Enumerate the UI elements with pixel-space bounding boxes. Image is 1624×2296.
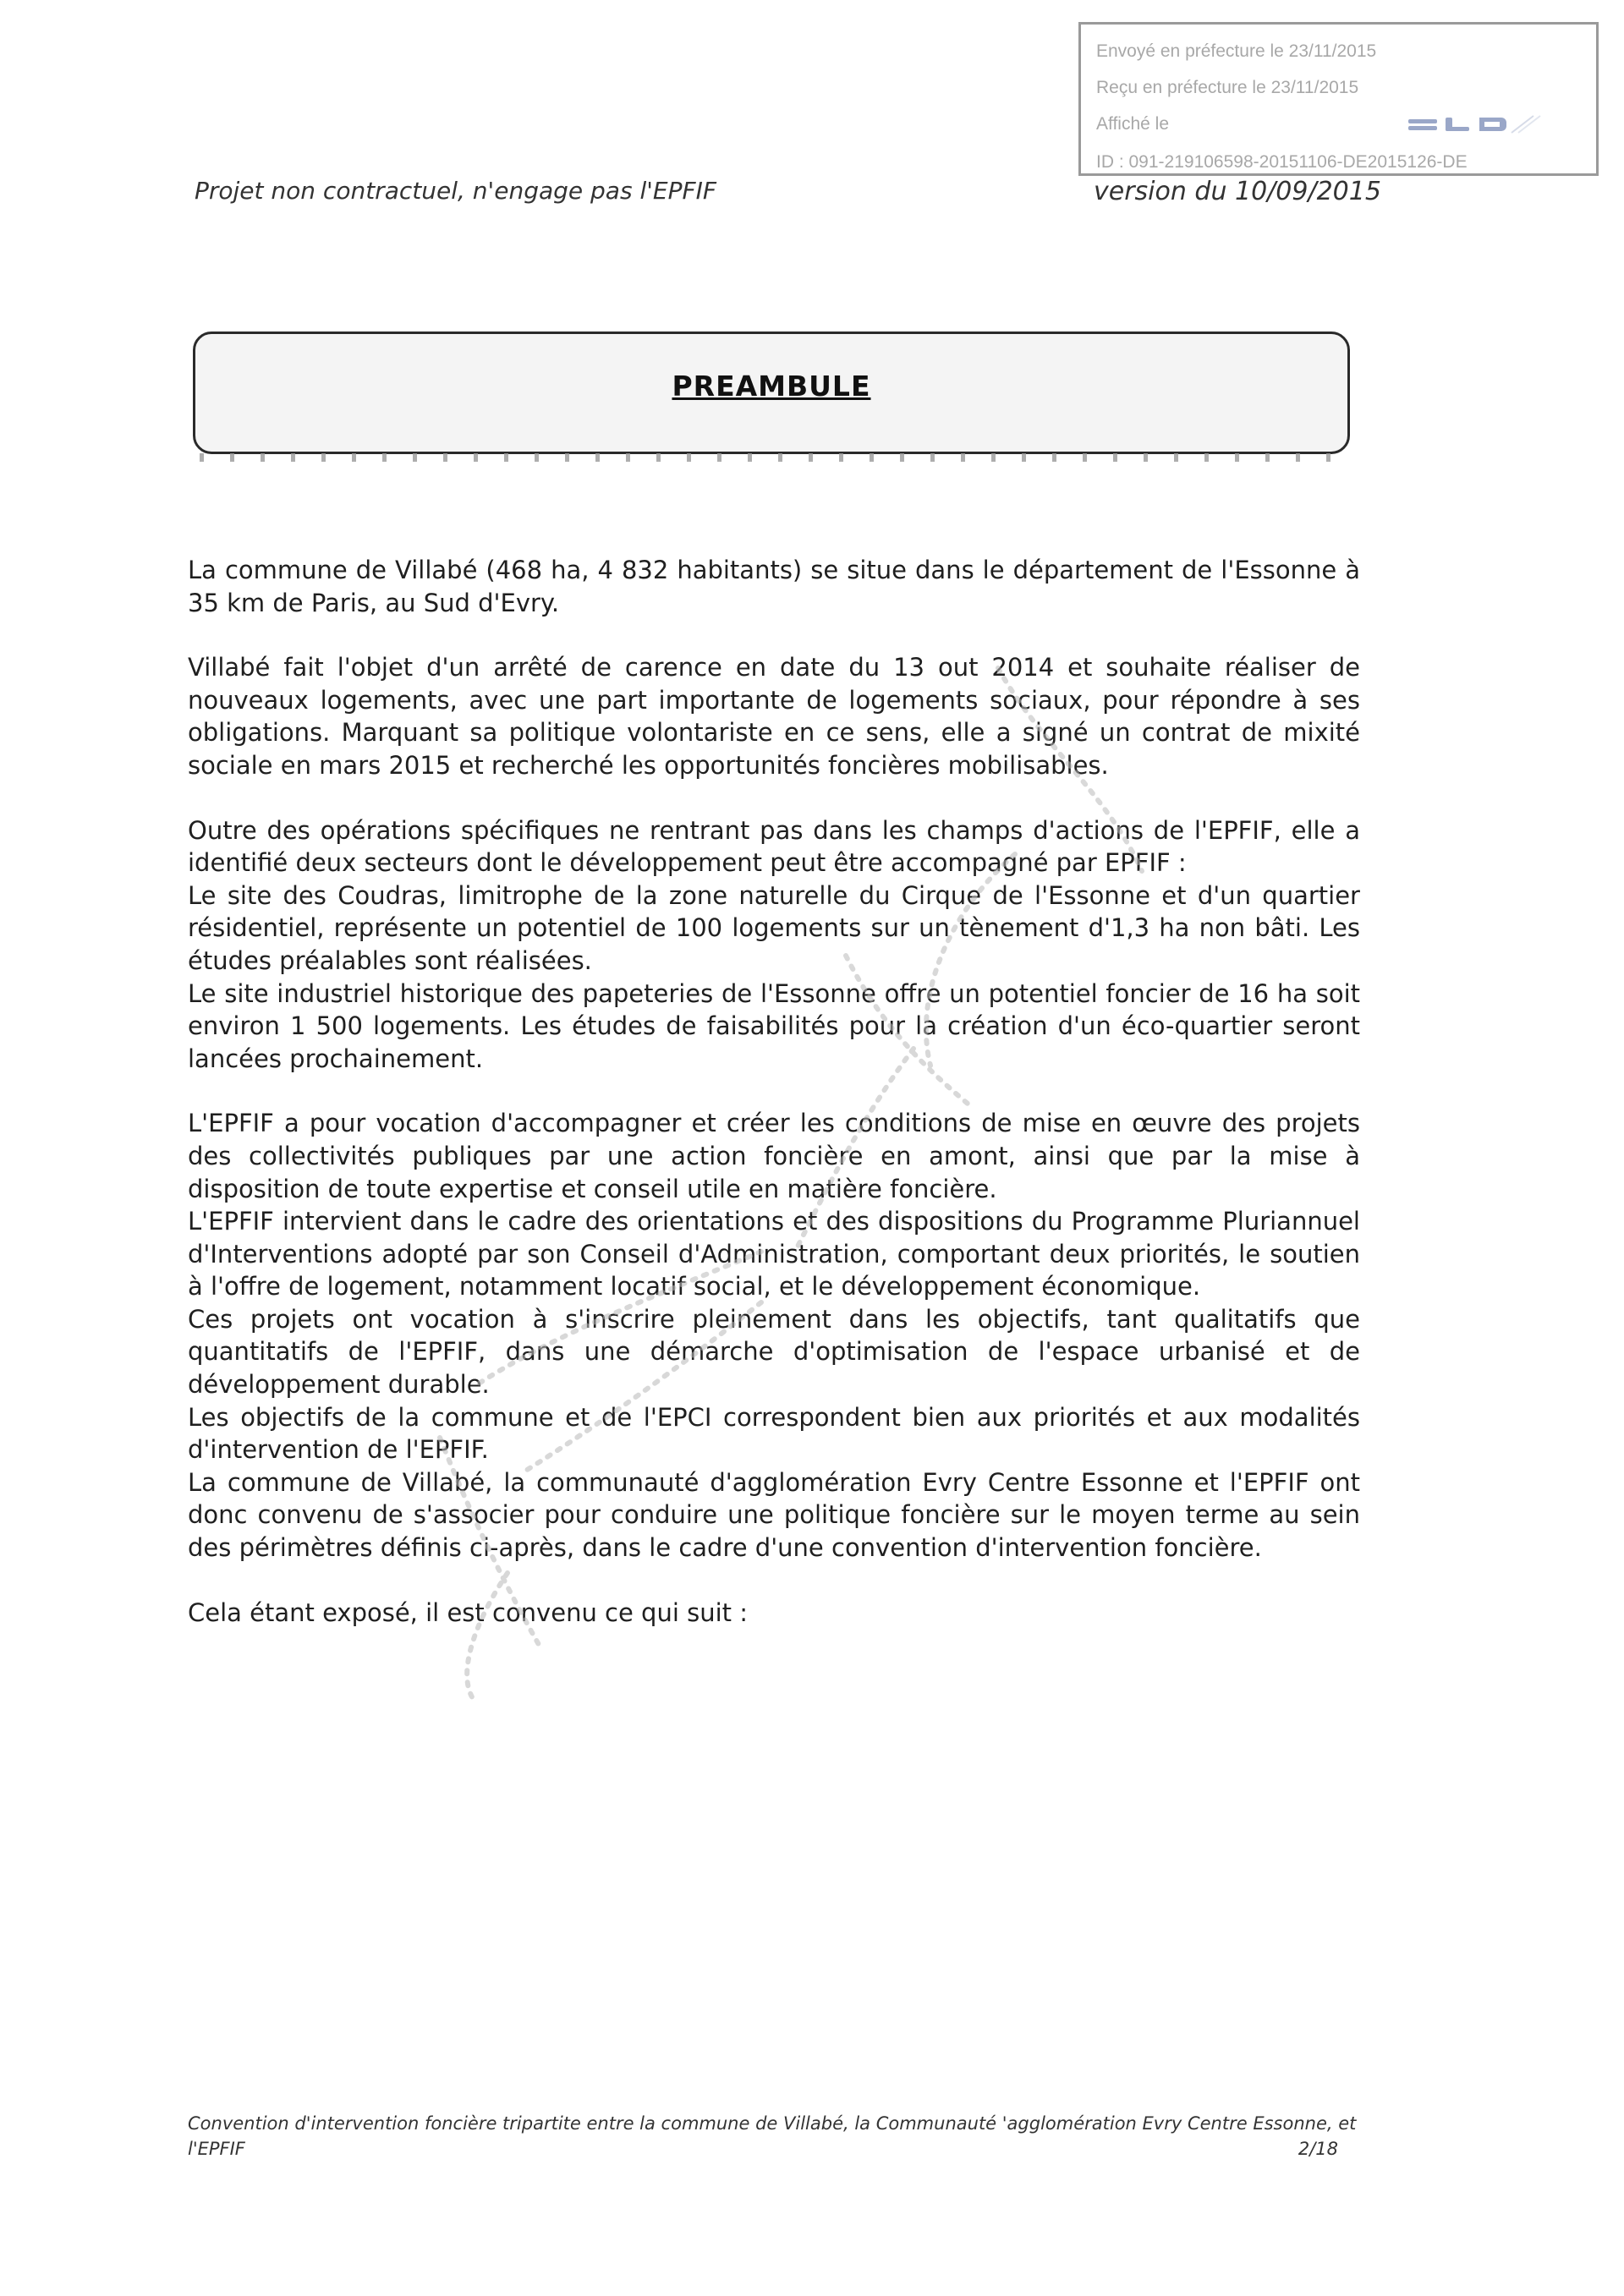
paragraph-conclusion: Cela étant exposé, il est convenu ce qui suit : (188, 1597, 749, 1627)
footer-epfif: l'EPFIF (188, 2139, 245, 2159)
preamble-title: PREAMBULE (672, 370, 871, 403)
paragraph-site-coudras: Le site des Coudras, limitrophe de la zone naturelle du Cirque de l'Essonne et d'un quartier résidentiel, représente un potentiel de 100 logements sur un tènement d'1,3 ha non bâti. Les études préalables sont réalisées. (188, 880, 1360, 975)
paragraph-carence: Villabé fait l'objet d'un arrêté de carence en date du 13 out 2014 et souhaite réaliser de nouveaux logements, avec une part importante de logements sociaux, pour répondre à ses obligations. Marquant sa politique volontariste en ce sens, elle a signé un contrat de mixité sociale en mars 2015 et recherché les opportunités foncières mobilisables. (188, 653, 1360, 780)
slo-logo (1407, 107, 1542, 141)
header-version: version du 10/09/2015 (1094, 177, 1381, 206)
stamp-received-date: Reçu en préfecture le 23/11/2015 (1096, 78, 1359, 97)
paragraph-agreement: La commune de Villabé, la communauté d'agglomération Evry Centre Essonne et l'EPFIF ont donc convenu de s'associer pour conduire une politique foncière sur le moyen terme au sein des périmètres définis ci-après, dans le cadre d'une convention d'intervention foncière. (188, 1467, 1360, 1563)
footer-line-2 (188, 2136, 1347, 2162)
header-disclaimer: Projet non contractuel, n'engage pas l'EPFIF (195, 177, 716, 205)
stamp-sent-date: Envoyé en préfecture le 23/11/2015 (1096, 41, 1377, 61)
stamp-id: ID : 091-219106598-20151106-DE2015126-DE (1096, 152, 1468, 172)
paragraph-sectors-intro: Outre des opérations spécifiques ne rentrant pas dans les champs d'actions de l'EPFIF, elle a identifié deux secteurs dont le développement peut être accompagné par EPFIF : (188, 815, 1360, 878)
paragraph-commune-objectives: Les objectifs de la commune et de l'EPCI correspondent bien aux priorités et aux modalités d'intervention de l'EPFIF. (188, 1402, 1360, 1465)
paragraph-projects-objectives: Ces projets ont vocation à s'inscrire pleinement dans les objectifs, tant qualitatifs que quantitatifs de l'EPFIF, dans une démarche d'optimisation de l'espace urbanisé et de développement durable. (188, 1304, 1360, 1400)
paragraph-commune-location: La commune de Villabé (468 ha, 4 832 habitants) se situe dans le département de l'Essonne à 35 km de Paris, au Sud d'Evry. (188, 556, 1360, 617)
paragraph-epfif-vocation: L'EPFIF a pour vocation d'accompagner et créer les conditions de mise en œuvre des projets des collectivités publiques par une action foncière en amont, ainsi que par la mise à disposition de toute expertise et conseil utile en matière foncière. (188, 1109, 1360, 1203)
preamble-title-box (193, 332, 1350, 454)
paragraph-epfif-intervention: L'EPFIF intervient dans le cadre des orientations et des dispositions du Programme Pluriannuel d'Interventions adopté par son Conseil d'Administration, comportant deux priorités, le soutien à l'offre de logement, notamment locatif social, et le développement économique. (188, 1207, 1360, 1301)
prefecture-stamp (1078, 22, 1599, 176)
footer-convention-title: Convention d'intervention foncière tripartite entre la commune de Villabé, la Communauté 'agglomération Evry Centre Essonne, et (188, 2113, 1357, 2134)
page-footer (188, 2111, 1357, 2162)
paragraph-site-papeteries: Le site industriel historique des papeteries de l'Essonne offre un potentiel foncier de 16 ha soit environ 1 500 logements. Les études de faisabilités pour la création d'un éco-quartier seront lancées prochainement. (188, 978, 1360, 1073)
page-number: 2/18 (1298, 2139, 1338, 2159)
stamp-posted-label: Affiché le (1096, 114, 1169, 134)
preamble-box-shadow (200, 453, 1355, 462)
document-body (188, 554, 1360, 1661)
